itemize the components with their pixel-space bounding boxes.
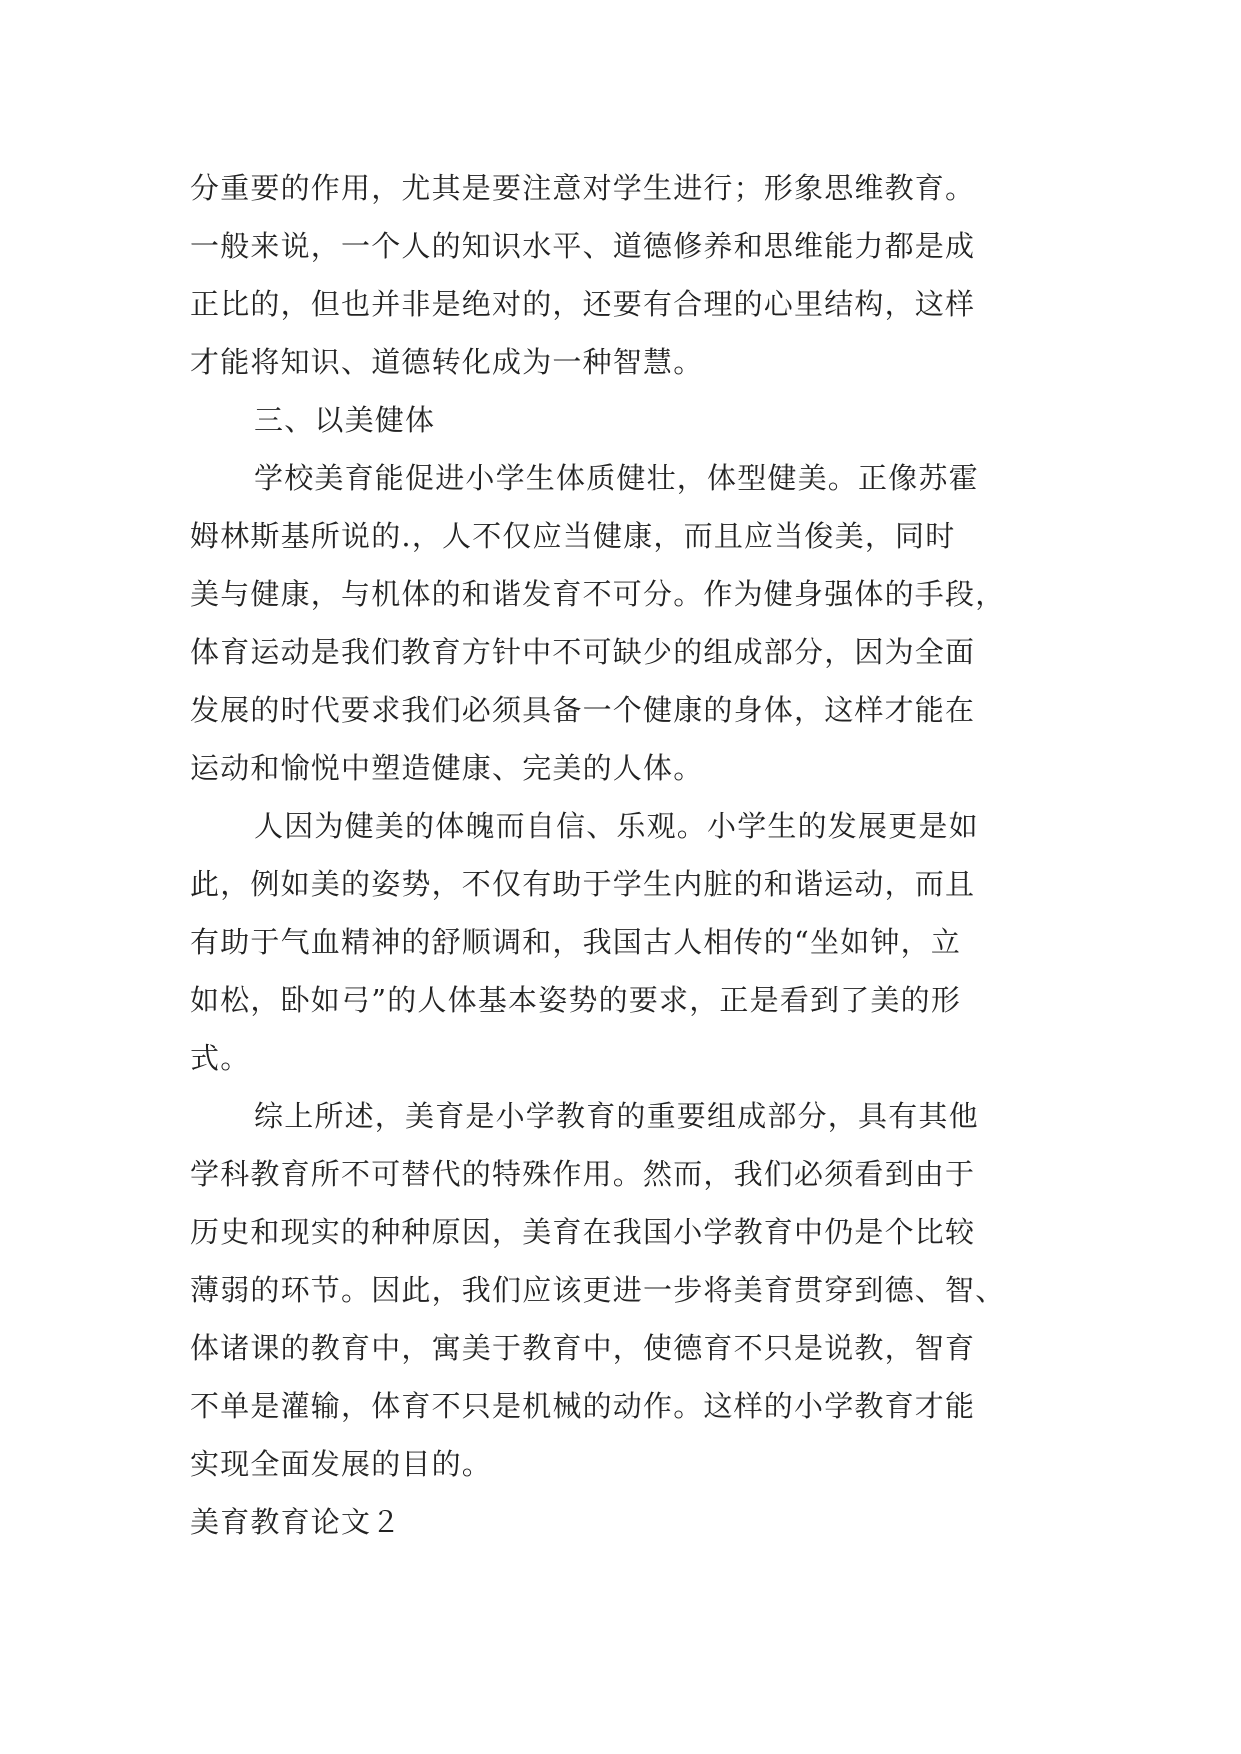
paragraph-line: 如松，卧如弓”的人体基本姿势的要求，正是看到了美的形: [190, 983, 962, 1017]
paragraph-line: 历史和现实的种种原因，美育在我国小学教育中仍是个比较: [190, 1215, 976, 1249]
paragraph-line: 学科教育所不可替代的特殊作用。然而，我们必须看到由于: [190, 1157, 976, 1191]
paragraph-line: 综上所述，美育是小学教育的重要组成部分，具有其他: [254, 1099, 979, 1133]
paragraph-line: 正比的，但也并非是绝对的，还要有合理的心里结构，这样: [190, 287, 976, 321]
paragraph-line: 不单是灌输，体育不只是机械的动作。这样的小学教育才能: [190, 1389, 976, 1423]
paragraph-line: 一般来说，一个人的知识水平、道德修养和思维能力都是成: [190, 229, 976, 263]
paragraph-line: 体育运动是我们教育方针中不可缺少的组成部分，因为全面: [190, 635, 976, 669]
paragraph-line: 此，例如美的姿势，不仅有助于学生内脏的和谐运动，而且: [190, 867, 976, 901]
section-heading: 三、以美健体: [254, 403, 436, 437]
paragraph-line: 式。: [190, 1041, 251, 1075]
paragraph-line: 姆林斯基所说的.，人不仅应当健康，而且应当俊美，同时: [190, 519, 956, 553]
paragraph-line: 美与健康，与机体的和谐发育不可分。作为健身强体的手段，: [190, 577, 1006, 611]
paragraph-line: 运动和愉悦中塑造健康、完美的人体。: [190, 751, 704, 785]
paragraph-line: 学校美育能促进小学生体质健壮，体型健美。正像苏霍: [254, 461, 979, 495]
paragraph-line: 体诸课的教育中，寓美于教育中，使德育不只是说教，智育: [190, 1331, 976, 1365]
paragraph-line: 薄弱的环节。因此，我们应该更进一步将美育贯穿到德、智、: [190, 1273, 1006, 1307]
paragraph-line: 发展的时代要求我们必须具备一个健康的身体，这样才能在: [190, 693, 976, 727]
paragraph-line: 才能将知识、道德转化成为一种智慧。: [190, 345, 704, 379]
paragraph-line: 人因为健美的体魄而自信、乐观。小学生的发展更是如: [254, 809, 979, 843]
article-title: 美育教育论文２: [190, 1505, 402, 1539]
paragraph-line: 有助于气血精神的舒顺调和，我国古人相传的“坐如钟，立: [190, 925, 962, 959]
paragraph-line: 实现全面发展的目的。: [190, 1447, 493, 1481]
paragraph-line: 分重要的作用，尤其是要注意对学生进行；形象思维教育。: [190, 171, 976, 205]
